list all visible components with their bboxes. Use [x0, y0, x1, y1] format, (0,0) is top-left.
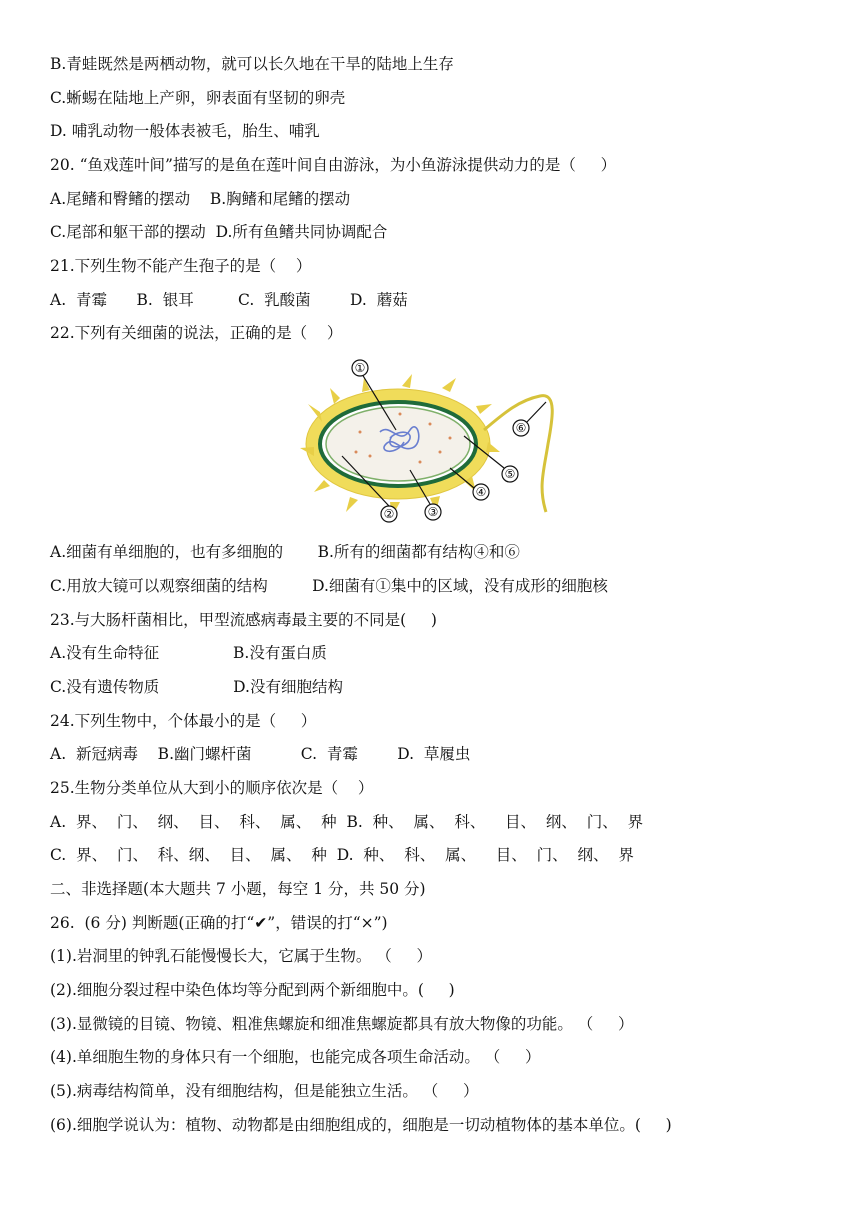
question-24: 24.下列生物中，个体最小的是（ ） [50, 712, 317, 730]
option-19-b: B.青蛙既然是两栖动物，就可以长久地在干旱的陆地上生存 [50, 55, 454, 73]
question-23: 23.与大肠杆菌相比，甲型流感病毒最主要的不同是( ) [50, 611, 437, 629]
options-25-cd: C. 界、 门、 科、纲、 目、 属、 种 D. 种、 科、 属、 目、 门、 纲、 界 [50, 846, 634, 864]
options-21: A. 青霉 B. 银耳 C. 乳酸菌 D. 蘑菇 [50, 291, 408, 309]
options-25-ab: A. 界、 门、 纲、 目、 科、 属、 种 B. 种、 属、 科、 目、 纲、 门、 界 [50, 813, 644, 831]
bacterium-diagram [300, 352, 565, 532]
statement-26-6: (6).细胞学说认为：植物、动物都是由细胞组成的，细胞是一切动植物体的基本单位。( ) [50, 1116, 672, 1134]
statement-26-5: (5).病毒结构简单，没有细胞结构，但是能独立生活。 （ ） [50, 1082, 479, 1100]
options-22-cd: C.用放大镜可以观察细菌的结构 D.细菌有①集中的区域，没有成形的细胞核 [50, 577, 608, 595]
options-23-ab: A.没有生命特征 B.没有蛋白质 [50, 644, 327, 662]
statement-26-4: (4).单细胞生物的身体只有一个细胞，也能完成各项生命活动。 （ ） [50, 1048, 541, 1066]
label-3: ③ [427, 505, 439, 519]
label-4: ④ [475, 485, 487, 499]
question-25: 25.生物分类单位从大到小的顺序依次是（ ） [50, 779, 374, 797]
options-24: A. 新冠病毒 B.幽门螺杆菌 C. 青霉 D. 草履虫 [50, 745, 471, 763]
statement-26-2: (2).细胞分裂过程中染色体均等分配到两个新细胞中。( ) [50, 981, 455, 999]
statement-26-1: (1).岩洞里的钟乳石能慢慢长大，它属于生物。 （ ） [50, 947, 432, 965]
section-2-heading: 二、非选择题(本大题共 7 小题，每空 1 分，共 50 分) [50, 880, 426, 898]
question-21: 21.下列生物不能产生孢子的是（ ） [50, 257, 312, 275]
label-1: ① [354, 361, 366, 375]
options-22-ab: A.细菌有单细胞的，也有多细胞的 B.所有的细菌都有结构④和⑥ [50, 543, 520, 561]
label-5: ⑤ [504, 467, 516, 481]
label-2: ② [383, 507, 395, 521]
question-22: 22.下列有关细菌的说法，正确的是（ ） [50, 324, 343, 342]
question-26: 26. (6 分) 判断题(正确的打“✔”，错误的打“×”) [50, 914, 388, 932]
label-6: ⑥ [515, 421, 527, 435]
options-20-cd: C.尾部和躯干部的摆动 D.所有鱼鳍共同协调配合 [50, 223, 388, 241]
options-23-cd: C.没有遗传物质 D.没有细胞结构 [50, 678, 343, 696]
options-20-ab: A.尾鳍和臀鳍的摆动 B.胸鳍和尾鳍的摆动 [50, 190, 351, 208]
option-19-d: D. 哺乳动物一般体表被毛，胎生、哺乳 [50, 122, 320, 140]
option-19-c: C.蜥蜴在陆地上产卵，卵表面有坚韧的卵壳 [50, 89, 346, 107]
question-20: 20. “鱼戏莲叶间”描写的是鱼在莲叶间自由游泳，为小鱼游泳提供动力的是（ ） [50, 156, 617, 174]
flagellum [484, 396, 552, 512]
statement-26-3: (3).显微镜的目镜、物镜、粗准焦螺旋和细准焦螺旋都具有放大物像的功能。 （ ） [50, 1015, 634, 1033]
